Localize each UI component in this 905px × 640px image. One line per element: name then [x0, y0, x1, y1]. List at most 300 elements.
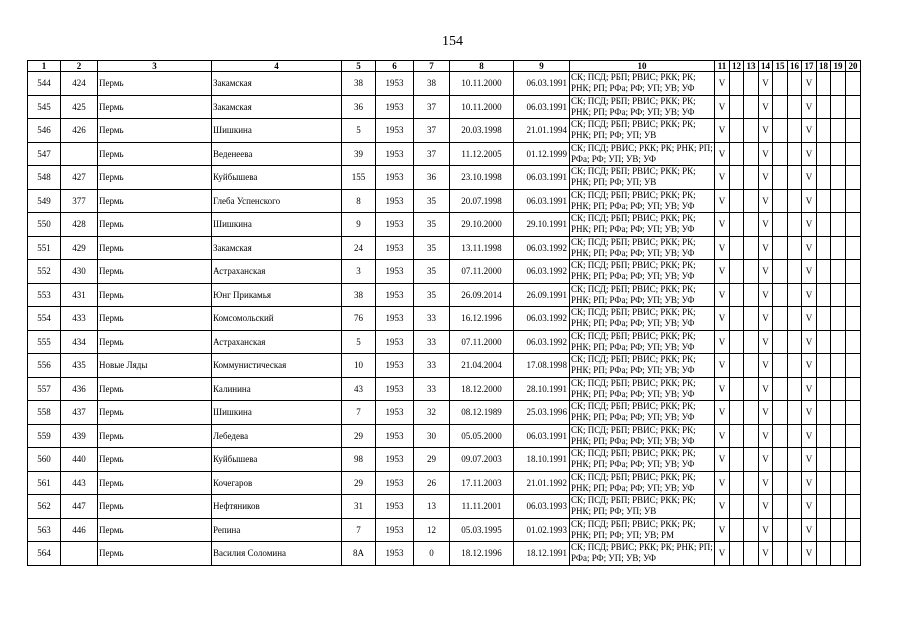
age-cell: 33 — [414, 307, 450, 331]
table-row — [28, 166, 861, 190]
mark-col-14: V — [759, 142, 773, 166]
mark-col-17: V — [802, 142, 817, 166]
mark-col-12 — [730, 283, 744, 307]
mark-col-19 — [831, 354, 846, 378]
header-row — [28, 61, 861, 72]
house-number-cell: 5 — [342, 330, 376, 354]
row-number-cell: 561 — [28, 471, 61, 495]
categories-cell: СК; ПСД; РБП; РВИС; РКК; РК; РНК; РП; РФ; УП; УВ — [570, 166, 715, 190]
date-1-cell: 10.11.2000 — [450, 95, 514, 119]
mark-col-13 — [744, 307, 759, 331]
house-number-cell: 29 — [342, 471, 376, 495]
mark-col-20 — [846, 95, 861, 119]
street-cell: Лебедева — [212, 424, 342, 448]
mark-col-15 — [773, 354, 788, 378]
date-1-cell: 21.04.2004 — [450, 354, 514, 378]
mark-col-15 — [773, 72, 788, 96]
mark-col-15 — [773, 119, 788, 143]
mark-col-12 — [730, 448, 744, 472]
age-cell: 35 — [414, 236, 450, 260]
column-header: 16 — [788, 61, 802, 72]
street-cell: Глеба Успенского — [212, 189, 342, 213]
mark-col-18 — [817, 471, 831, 495]
date-2-cell: 06.03.1991 — [514, 424, 570, 448]
house-number-cell: 98 — [342, 448, 376, 472]
mark-col-20 — [846, 401, 861, 425]
mark-col-12 — [730, 330, 744, 354]
mark-col-18 — [817, 213, 831, 237]
mark-col-11: V — [715, 166, 730, 190]
date-1-cell: 18.12.2000 — [450, 377, 514, 401]
age-cell: 33 — [414, 330, 450, 354]
street-cell: Комсомольский — [212, 307, 342, 331]
mark-col-19 — [831, 377, 846, 401]
mark-col-16 — [788, 471, 802, 495]
registry-id-cell — [61, 542, 98, 566]
mark-col-12 — [730, 424, 744, 448]
categories-cell: СК; ПСД; РБП; РВИС; РКК; РК; РНК; РП; РФа; РФ; УП; УВ; УФ — [570, 401, 715, 425]
street-cell: Астраханская — [212, 260, 342, 284]
mark-col-19 — [831, 307, 846, 331]
date-1-cell: 16.12.1996 — [450, 307, 514, 331]
mark-col-17: V — [802, 471, 817, 495]
mark-col-12 — [730, 95, 744, 119]
mark-col-13 — [744, 95, 759, 119]
mark-col-14: V — [759, 307, 773, 331]
column-header: 10 — [570, 61, 715, 72]
registry-id-cell: 436 — [61, 377, 98, 401]
mark-col-18 — [817, 354, 831, 378]
mark-col-14: V — [759, 283, 773, 307]
row-number-cell: 556 — [28, 354, 61, 378]
mark-col-11: V — [715, 448, 730, 472]
categories-cell: СК; ПСД; РБП; РВИС; РКК; РК; РНК; РП; РФа; РФ; УП; УВ; УФ — [570, 471, 715, 495]
row-number-cell: 549 — [28, 189, 61, 213]
registry-id-cell: 429 — [61, 236, 98, 260]
categories-cell: СК; ПСД; РБП; РВИС; РКК; РК; РНК; РП; РФа; РФ; УП; УВ; УФ — [570, 448, 715, 472]
mark-col-15 — [773, 213, 788, 237]
column-header: 13 — [744, 61, 759, 72]
mark-col-19 — [831, 471, 846, 495]
categories-cell: СК; ПСД; РБП; РВИС; РКК; РК; РНК; РП; РФа; РФ; УП; УВ; УФ — [570, 72, 715, 96]
mark-col-14: V — [759, 518, 773, 542]
street-cell: Василия Соломина — [212, 542, 342, 566]
mark-col-13 — [744, 377, 759, 401]
year-cell: 1953 — [376, 424, 414, 448]
year-cell: 1953 — [376, 401, 414, 425]
categories-cell: СК; ПСД; РБП; РВИС; РКК; РК; РНК; РП; РФа; РФ; УП; УВ; УФ — [570, 307, 715, 331]
table-row — [28, 213, 861, 237]
column-header: 2 — [61, 61, 98, 72]
mark-col-12 — [730, 354, 744, 378]
mark-col-14: V — [759, 236, 773, 260]
age-cell: 38 — [414, 72, 450, 96]
table-row — [28, 283, 861, 307]
mark-col-14: V — [759, 377, 773, 401]
mark-col-17: V — [802, 448, 817, 472]
mark-col-15 — [773, 189, 788, 213]
table-row — [28, 189, 861, 213]
registry-id-cell: 439 — [61, 424, 98, 448]
mark-col-19 — [831, 119, 846, 143]
registry-id-cell: 430 — [61, 260, 98, 284]
date-2-cell: 21.01.1992 — [514, 471, 570, 495]
mark-col-13 — [744, 495, 759, 519]
date-2-cell: 06.03.1991 — [514, 95, 570, 119]
city-cell: Пермь — [98, 236, 212, 260]
mark-col-14: V — [759, 72, 773, 96]
mark-col-11: V — [715, 72, 730, 96]
mark-col-18 — [817, 377, 831, 401]
mark-col-17: V — [802, 307, 817, 331]
mark-col-20 — [846, 448, 861, 472]
categories-cell: СК; ПСД; РБП; РВИС; РКК; РК; РНК; РП; РФа; РФ; УП; УВ; УФ — [570, 236, 715, 260]
mark-col-16 — [788, 377, 802, 401]
street-cell: Шишкина — [212, 119, 342, 143]
mark-col-12 — [730, 236, 744, 260]
date-2-cell: 06.03.1992 — [514, 236, 570, 260]
year-cell: 1953 — [376, 471, 414, 495]
mark-col-20 — [846, 236, 861, 260]
mark-col-17: V — [802, 377, 817, 401]
row-number-cell: 546 — [28, 119, 61, 143]
date-2-cell: 06.03.1991 — [514, 166, 570, 190]
mark-col-14: V — [759, 260, 773, 284]
street-cell: Астраханская — [212, 330, 342, 354]
city-cell: Пермь — [98, 377, 212, 401]
mark-col-13 — [744, 283, 759, 307]
registry-id-cell: 431 — [61, 283, 98, 307]
table-row — [28, 72, 861, 96]
mark-col-18 — [817, 424, 831, 448]
categories-cell: СК; ПСД; РБП; РВИС; РКК; РК; РНК; РП; РФа; РФ; УП; УВ; УФ — [570, 283, 715, 307]
mark-col-14: V — [759, 330, 773, 354]
mark-col-17: V — [802, 518, 817, 542]
age-cell: 33 — [414, 354, 450, 378]
date-2-cell: 06.03.1992 — [514, 330, 570, 354]
mark-col-19 — [831, 260, 846, 284]
house-number-cell: 36 — [342, 95, 376, 119]
street-cell: Закамская — [212, 236, 342, 260]
date-2-cell: 06.03.1991 — [514, 72, 570, 96]
city-cell: Пермь — [98, 424, 212, 448]
street-cell: Калинина — [212, 377, 342, 401]
mark-col-15 — [773, 95, 788, 119]
mark-col-16 — [788, 330, 802, 354]
mark-col-12 — [730, 142, 744, 166]
house-number-cell: 29 — [342, 424, 376, 448]
column-header: 5 — [342, 61, 376, 72]
categories-cell: СК; ПСД; РБП; РВИС; РКК; РК; РНК; РП; РФа; РФ; УП; УВ; УФ — [570, 424, 715, 448]
year-cell: 1953 — [376, 495, 414, 519]
mark-col-11: V — [715, 236, 730, 260]
registry-id-cell: 447 — [61, 495, 98, 519]
date-2-cell: 28.10.1991 — [514, 377, 570, 401]
mark-col-11: V — [715, 424, 730, 448]
mark-col-15 — [773, 283, 788, 307]
mark-col-13 — [744, 448, 759, 472]
street-cell: Кочегаров — [212, 471, 342, 495]
mark-col-12 — [730, 401, 744, 425]
house-number-cell: 9 — [342, 213, 376, 237]
mark-col-11: V — [715, 213, 730, 237]
house-number-cell: 43 — [342, 377, 376, 401]
age-cell: 35 — [414, 213, 450, 237]
mark-col-20 — [846, 142, 861, 166]
age-cell: 12 — [414, 518, 450, 542]
mark-col-20 — [846, 72, 861, 96]
mark-col-18 — [817, 518, 831, 542]
street-cell: Куйбышева — [212, 448, 342, 472]
table-row — [28, 330, 861, 354]
column-header: 20 — [846, 61, 861, 72]
mark-col-17: V — [802, 542, 817, 566]
mark-col-16 — [788, 119, 802, 143]
mark-col-12 — [730, 72, 744, 96]
column-header: 11 — [715, 61, 730, 72]
mark-col-18 — [817, 307, 831, 331]
mark-col-15 — [773, 471, 788, 495]
mark-col-11: V — [715, 354, 730, 378]
street-cell: Шишкина — [212, 213, 342, 237]
mark-col-11: V — [715, 142, 730, 166]
mark-col-17: V — [802, 72, 817, 96]
date-2-cell: 29.10.1991 — [514, 213, 570, 237]
mark-col-12 — [730, 471, 744, 495]
mark-col-16 — [788, 448, 802, 472]
mark-col-18 — [817, 142, 831, 166]
mark-col-12 — [730, 260, 744, 284]
mark-col-20 — [846, 377, 861, 401]
row-number-cell: 555 — [28, 330, 61, 354]
categories-cell: СК; ПСД; РБП; РВИС; РКК; РК; РНК; РП; РФа; РФ; УП; УВ; УФ — [570, 354, 715, 378]
date-2-cell: 17.08.1998 — [514, 354, 570, 378]
mark-col-16 — [788, 542, 802, 566]
date-2-cell: 06.03.1992 — [514, 260, 570, 284]
mark-col-19 — [831, 283, 846, 307]
house-number-cell: 38 — [342, 283, 376, 307]
row-number-cell: 558 — [28, 401, 61, 425]
categories-cell: СК; ПСД; РВИС; РКК; РК; РНК; РП; РФа; РФ; УП; УВ; УФ — [571, 142, 713, 164]
city-cell: Пермь — [98, 307, 212, 331]
city-cell: Пермь — [98, 213, 212, 237]
mark-col-13 — [744, 142, 759, 166]
house-number-cell: 31 — [342, 495, 376, 519]
street-cell: Веденеева — [212, 142, 342, 166]
house-number-cell: 8А — [342, 542, 376, 566]
mark-col-15 — [773, 166, 788, 190]
mark-col-14: V — [759, 166, 773, 190]
date-1-cell: 26.09.2014 — [450, 283, 514, 307]
mark-col-20 — [846, 424, 861, 448]
column-header: 19 — [831, 61, 846, 72]
registry-id-cell — [61, 142, 98, 166]
table-row — [28, 354, 861, 378]
row-number-cell: 552 — [28, 260, 61, 284]
mark-col-15 — [773, 424, 788, 448]
date-2-cell: 06.03.1991 — [514, 189, 570, 213]
mark-col-19 — [831, 213, 846, 237]
mark-col-12 — [730, 495, 744, 519]
mark-col-20 — [846, 213, 861, 237]
registry-id-cell: 433 — [61, 307, 98, 331]
mark-col-15 — [773, 401, 788, 425]
categories-cell: СК; ПСД; РБП; РВИС; РКК; РК; РНК; РП; РФ; УП; УВ; РМ — [570, 518, 715, 542]
date-1-cell: 20.03.1998 — [450, 119, 514, 143]
column-header: 8 — [450, 61, 514, 72]
row-number-cell: 564 — [28, 542, 61, 566]
street-cell: Репина — [212, 518, 342, 542]
city-cell: Пермь — [98, 119, 212, 143]
date-2-cell: 01.12.1999 — [514, 142, 570, 166]
categories-cell: СК; ПСД; РБП; РВИС; РКК; РК; РНК; РП; РФа; РФ; УП; УВ; УФ — [570, 377, 715, 401]
categories-cell: СК; ПСД; РВИС; РКК; РК; РНК; РП; РФа; РФ; УП; УВ; УФ — [571, 542, 713, 564]
mark-col-18 — [817, 95, 831, 119]
mark-col-17: V — [802, 213, 817, 237]
row-number-cell: 545 — [28, 95, 61, 119]
mark-col-14: V — [759, 448, 773, 472]
table-row — [28, 119, 861, 143]
year-cell: 1953 — [376, 189, 414, 213]
mark-col-13 — [744, 330, 759, 354]
registry-id-cell: 377 — [61, 189, 98, 213]
street-cell: Юнг Прикамья — [212, 283, 342, 307]
house-number-cell: 7 — [342, 518, 376, 542]
table-row — [28, 495, 861, 519]
mark-col-16 — [788, 518, 802, 542]
date-2-cell: 21.01.1994 — [514, 119, 570, 143]
city-cell: Пермь — [98, 448, 212, 472]
mark-col-18 — [817, 283, 831, 307]
mark-col-19 — [831, 448, 846, 472]
year-cell: 1953 — [376, 542, 414, 566]
registry-id-cell: 426 — [61, 119, 98, 143]
age-cell: 37 — [414, 142, 450, 166]
row-number-cell: 554 — [28, 307, 61, 331]
age-cell: 30 — [414, 424, 450, 448]
mark-col-16 — [788, 72, 802, 96]
column-header: 4 — [212, 61, 342, 72]
categories-cell: СК; ПСД; РБП; РВИС; РКК; РК; РНК; РП; РФ; УП; УВ — [570, 119, 715, 143]
mark-col-20 — [846, 330, 861, 354]
mark-col-16 — [788, 354, 802, 378]
mark-col-20 — [846, 283, 861, 307]
mark-col-14: V — [759, 354, 773, 378]
mark-col-17: V — [802, 119, 817, 143]
mark-col-20 — [846, 166, 861, 190]
categories-cell: СК; ПСД; РБП; РВИС; РКК; РК; РНК; РП; РФа; РФ; УП; УВ; УФ — [570, 213, 715, 237]
mark-col-11: V — [715, 471, 730, 495]
categories-cell: СК; ПСД; РБП; РВИС; РКК; РК; РНК; РП; РФа; РФ; УП; УВ; УФ — [570, 189, 715, 213]
year-cell: 1953 — [376, 448, 414, 472]
age-cell: 33 — [414, 377, 450, 401]
mark-col-16 — [788, 166, 802, 190]
mark-col-11: V — [715, 495, 730, 519]
mark-col-11: V — [715, 401, 730, 425]
date-1-cell: 05.05.2000 — [450, 424, 514, 448]
year-cell: 1953 — [376, 119, 414, 143]
mark-col-19 — [831, 518, 846, 542]
column-header: 7 — [414, 61, 450, 72]
mark-col-14: V — [759, 119, 773, 143]
mark-col-18 — [817, 236, 831, 260]
date-1-cell: 18.12.1996 — [450, 542, 514, 566]
categories-cell: СК; ПСД; РБП; РВИС; РКК; РК; РНК; РП; РФа; РФ; УП; УВ; УФ — [570, 260, 715, 284]
year-cell: 1953 — [376, 354, 414, 378]
mark-col-13 — [744, 471, 759, 495]
mark-col-16 — [788, 142, 802, 166]
registry-id-cell: 424 — [61, 72, 98, 96]
row-number-cell: 544 — [28, 72, 61, 96]
city-cell: Новые Ляды — [98, 354, 212, 378]
date-1-cell: 29.10.2000 — [450, 213, 514, 237]
city-cell: Пермь — [98, 401, 212, 425]
mark-col-20 — [846, 495, 861, 519]
mark-col-12 — [730, 307, 744, 331]
date-2-cell: 18.12.1991 — [514, 542, 570, 566]
age-cell: 35 — [414, 189, 450, 213]
house-number-cell: 24 — [342, 236, 376, 260]
mark-col-19 — [831, 95, 846, 119]
year-cell: 1953 — [376, 213, 414, 237]
row-number-cell: 550 — [28, 213, 61, 237]
mark-col-18 — [817, 401, 831, 425]
age-cell: 37 — [414, 95, 450, 119]
date-1-cell: 23.10.1998 — [450, 166, 514, 190]
mark-col-18 — [817, 72, 831, 96]
column-header: 12 — [730, 61, 744, 72]
mark-col-16 — [788, 95, 802, 119]
table-body — [28, 72, 861, 566]
date-2-cell: 01.02.1993 — [514, 518, 570, 542]
mark-col-17: V — [802, 95, 817, 119]
mark-col-13 — [744, 401, 759, 425]
city-cell: Пермь — [98, 260, 212, 284]
registry-id-cell: 446 — [61, 518, 98, 542]
mark-col-13 — [744, 424, 759, 448]
mark-col-16 — [788, 495, 802, 519]
city-cell: Пермь — [98, 518, 212, 542]
age-cell: 36 — [414, 166, 450, 190]
date-1-cell: 13.11.1998 — [450, 236, 514, 260]
mark-col-18 — [817, 166, 831, 190]
year-cell: 1953 — [376, 260, 414, 284]
mark-col-12 — [730, 542, 744, 566]
date-1-cell: 11.12.2005 — [450, 142, 514, 166]
house-number-cell: 39 — [342, 142, 376, 166]
table-row — [28, 424, 861, 448]
registry-table — [27, 60, 861, 566]
mark-col-19 — [831, 236, 846, 260]
city-cell: Пермь — [98, 542, 212, 566]
categories-cell: СК; ПСД; РБП; РВИС; РКК; РК; РНК; РП; РФа; РФ; УП; УВ; УФ — [570, 95, 715, 119]
page-number: 154 — [442, 34, 463, 49]
mark-col-14: V — [759, 471, 773, 495]
mark-col-18 — [817, 495, 831, 519]
street-cell: Закамская — [212, 72, 342, 96]
mark-col-11: V — [715, 260, 730, 284]
mark-col-11: V — [715, 283, 730, 307]
table-row — [28, 448, 861, 472]
city-cell: Пермь — [98, 166, 212, 190]
mark-col-15 — [773, 518, 788, 542]
table-row — [28, 518, 861, 542]
column-header: 9 — [514, 61, 570, 72]
mark-col-14: V — [759, 542, 773, 566]
date-2-cell: 06.03.1992 — [514, 307, 570, 331]
house-number-cell: 7 — [342, 401, 376, 425]
house-number-cell: 8 — [342, 189, 376, 213]
